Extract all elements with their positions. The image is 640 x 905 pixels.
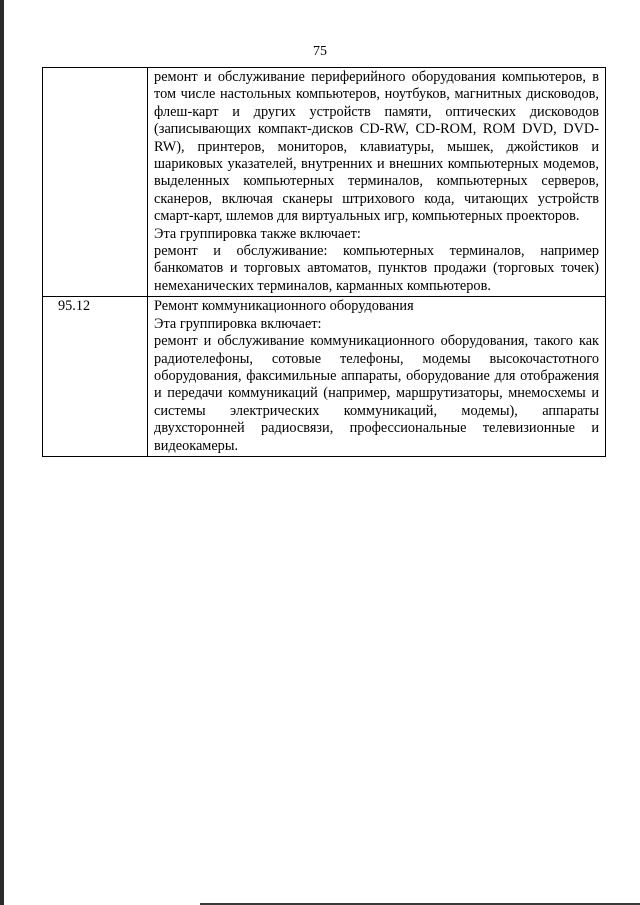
section-title: Ремонт коммуникационного оборудования [154,298,414,315]
description-paragraph: ремонт и обслуживание: компьютерных терминалов, например банкоматов и торговых автоматов, пунктов продажи (торговых точек) немеханических терминалов, карманных компьютеров. [154,243,599,294]
description-paragraph: ремонт и обслуживание периферийного оборудования компьютеров, в том числе настольных компьютеров, ноутбуков, магнитных дисководов, флеш-карт и других устройств памяти, оптических дисководов (записывающих компакт-дисков CD-RW, CD-ROM, ROM DVD, DVD-RW), принтеров, мониторов, клавиатуры, мышек, джойстиков и шариковых указателей, внутренних и внешних компьютерных модемов, выделенных компьютерных терминалов, компьютерных серверов, сканеров, включая сканеры штрихового кода, читающих устройств смарт-карт, шлемов для виртуальных игр, компьютерных проекторов. [154,69,599,225]
page-number: 75 [313,44,327,59]
description-paragraph: Эта группировка также включает: [154,225,361,242]
description-cell [148,68,606,297]
description-cell [148,297,606,457]
table-row [43,68,606,297]
description-paragraph: ремонт и обслуживание коммуникационного оборудования, такого как радиотелефоны, сотовые телефоны, модемы высокочастотного оборудования, факсимильные аппараты, оборудование для отображения и передачи коммуникаций (например, маршрутизаторы, мнемосхемы и системы электрических коммуникаций, модемы), аппараты двухсторонней радиосвязи, профессиональные телевизионные и видеокамеры. [154,333,599,454]
classification-table [42,67,606,457]
description-paragraph: Эта группировка включает: [154,315,322,332]
code-cell: 95.12 [43,297,148,457]
code-cell [43,68,148,297]
table-row [43,297,606,457]
scan-left-edge [0,0,4,905]
